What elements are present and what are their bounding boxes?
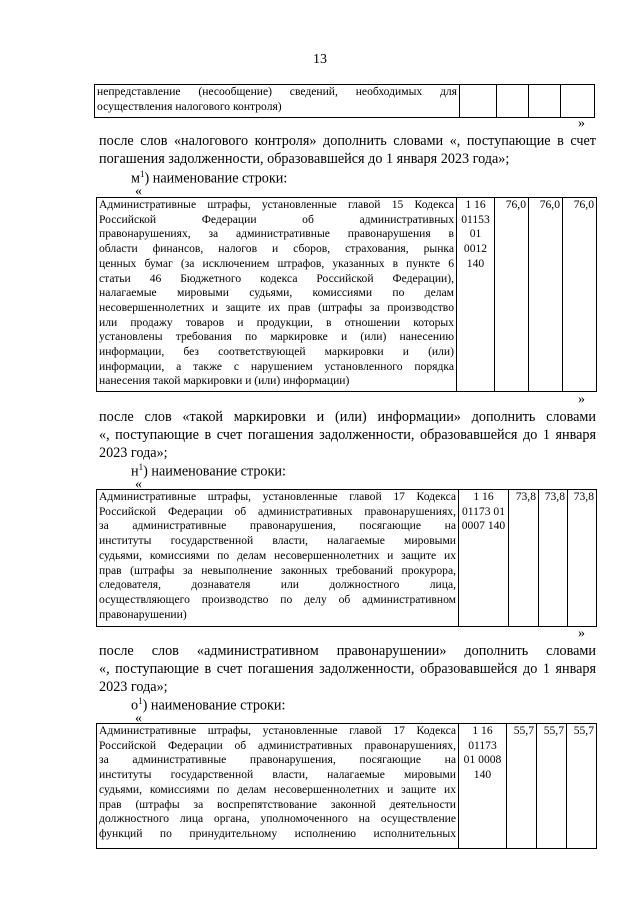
opening-quote: « bbox=[135, 477, 142, 492]
closing-quote: » bbox=[578, 626, 585, 641]
amendment-paragraph-2: после слов «такой маркировки и (или) информации» дополнить словами «, поступающие в счет погашения задолженности, образовавшейся до 1 января 2023 года»; bbox=[99, 409, 596, 461]
table-row-description: Административные штрафы, установленные главой 17 Кодекса Российской Федерации об административных правонарушениях, за административные правонарушения, посягающие на институты государственной власти, налагаемые мировыми судьями, комиссиями по делам несовершеннолетних и защите их прав (штрафы за невыполнение законных требований прокурора, следователя, дознавателя или должностного лица, осуществляющего производство по делу об административном правонарушении) bbox=[97, 490, 459, 627]
table-cell-value: 73,8 bbox=[568, 490, 597, 627]
amendment-paragraph-3: после слов «административном правонарушении» дополнить словами «, поступающие в счет погашения задолженности, образовавшейся до 1 января 2023 года»; bbox=[99, 643, 596, 695]
table-cell-code bbox=[460, 85, 497, 118]
table-cell-value bbox=[561, 85, 595, 118]
item-n-heading: $н^1$) наименование строки: bbox=[131, 462, 286, 480]
page-number: 13 bbox=[313, 52, 327, 67]
table-cell-code: 1 16 01153 01 0012 140 bbox=[457, 198, 495, 392]
table-cell-code: 1 16 01173 01 0007 140 bbox=[459, 490, 509, 627]
table-cell-value: 55,7 bbox=[537, 724, 567, 849]
amendment-paragraph-1: после слов «налогового контроля» дополнить словами «, поступающие в счет погашения задолженности, образовавшейся до 1 января 2023 года»; bbox=[99, 133, 596, 167]
budget-table-continuation bbox=[94, 84, 595, 118]
closing-quote: » bbox=[578, 392, 585, 407]
item-m-heading: $м^1$) наименование строки: bbox=[131, 169, 288, 187]
budget-table-row-n bbox=[96, 489, 597, 627]
budget-table-row-o bbox=[96, 723, 597, 849]
table-cell-value: 76,0 bbox=[495, 198, 529, 392]
table-cell-value bbox=[497, 85, 529, 118]
table-cell-value: 55,7 bbox=[567, 724, 597, 849]
item-o-heading: $о^1$) наименование строки: bbox=[131, 696, 286, 714]
table-cell-code: 1 16 01173 01 0008 140 bbox=[459, 724, 507, 849]
table-row-description: Административные штрафы, установленные главой 17 Кодекса Российской Федерации об административных правонарушениях, за административные правонарушения, посягающие на институты государственной власти, налагаемые мировыми судьями, комиссиями по делам несовершеннолетних и защите их прав (штрафы за воспрепятствование законной деятельности должностного лица органа, уполномоченного на осуществление функций по принудительному исполнению исполнительных bbox=[97, 724, 459, 849]
table-row-description: Административные штрафы, установленные главой 15 Кодекса Российской Федерации об административных правонарушениях, за административные правонарушения в области финансов, налогов и сборов, страхования, рынка ценных бумаг (за исключением штрафов, указанных в пункте 6 статьи 46 Бюджетного кодекса Российской Федерации), налагаемые мировыми судьями, комиссиями по делам несовершеннолетних и защите их прав (штрафы за производство или продажу товаров и продукции, в отношении которых установлены требования по маркировке и (или) нанесению информации, без соответствующей маркировки и (или) информации, а также с нарушением установленного порядка нанесения такой маркировки и (или) информации) bbox=[97, 198, 457, 392]
table-cell-value bbox=[529, 85, 561, 118]
table-cell-value: 55,7 bbox=[507, 724, 537, 849]
table-cell-value: 76,0 bbox=[563, 198, 597, 392]
table-cell-value: 73,8 bbox=[509, 490, 539, 627]
opening-quote: « bbox=[135, 711, 142, 726]
budget-table-row-m bbox=[96, 197, 597, 392]
table-cell-value: 76,0 bbox=[529, 198, 563, 392]
opening-quote: « bbox=[135, 184, 142, 199]
table-cell-value: 73,8 bbox=[539, 490, 568, 627]
closing-quote: » bbox=[578, 116, 585, 131]
table-row-description: непредставление (несообщение) сведений, необходимых для осуществления налогового контроля) bbox=[95, 85, 460, 118]
